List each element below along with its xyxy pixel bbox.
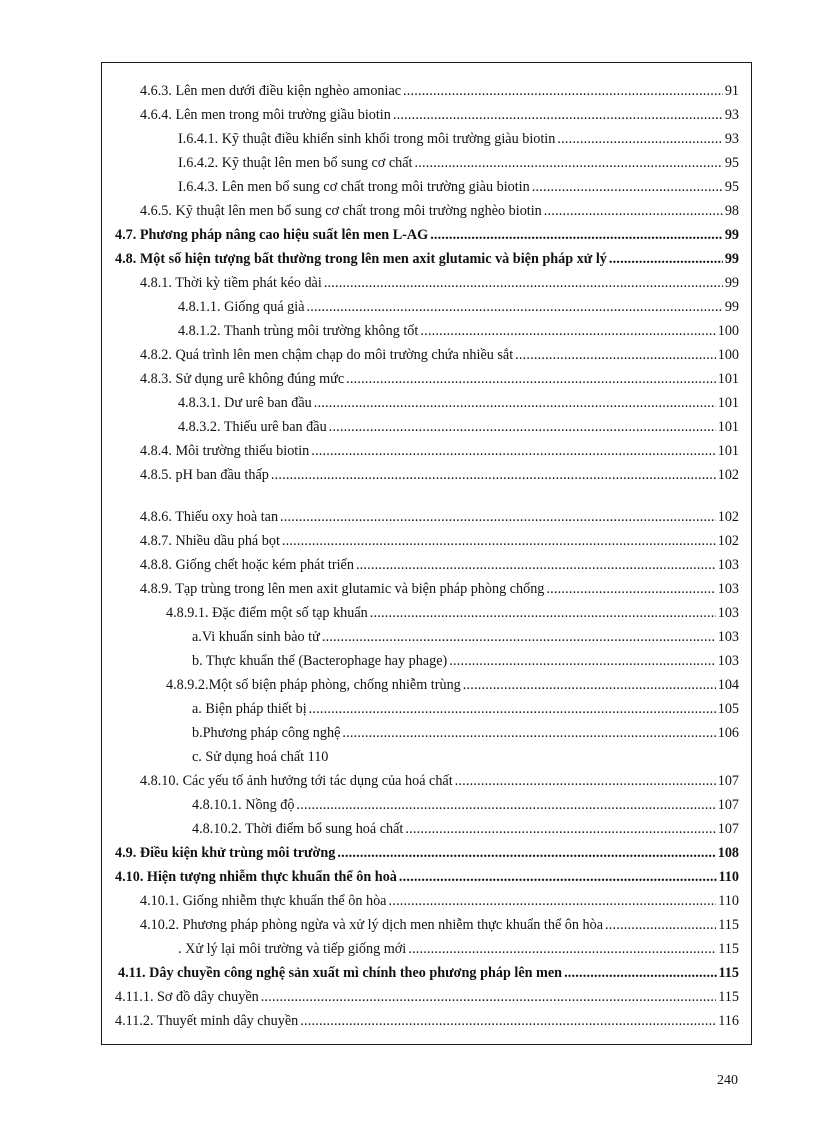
dot-leader: [544, 202, 723, 220]
toc-entry[interactable]: [118, 964, 739, 982]
toc-entry-page: 115: [718, 917, 739, 933]
toc-entry-page: 101: [717, 443, 739, 459]
toc-entry[interactable]: [140, 346, 739, 364]
toc-entry-page: 101: [717, 395, 739, 411]
toc-entry-title: 4.8.6. Thiếu oxy hoà tan: [140, 509, 279, 525]
toc-entry-title: b.Phương pháp công nghệ: [192, 725, 341, 741]
dot-leader: [463, 676, 716, 694]
toc-entry-title: 4.8.10.2. Thời điểm bổ sung hoá chất: [192, 821, 404, 837]
toc-entry[interactable]: [140, 508, 739, 526]
dot-leader: [557, 130, 722, 148]
dot-leader: [329, 418, 716, 436]
dot-leader: [370, 604, 716, 622]
toc-entry-page: 95: [724, 179, 739, 195]
dot-leader: [296, 796, 715, 814]
toc-entry-title: 4.8.3. Sử dụng urê không đúng mức: [140, 371, 345, 387]
dot-leader: [388, 892, 716, 910]
toc-entry-title: c. Sử dụng hoá chất 110: [192, 749, 329, 765]
toc-entry[interactable]: [192, 700, 739, 718]
toc-entry-title: 4.11. Dây chuyền công nghệ sản xuất mì chính theo phương pháp lên men: [118, 965, 563, 981]
toc-entry-title: 4.10. Hiện tượng nhiễm thực khuẩn thể ôn hoà: [115, 869, 397, 885]
toc-entry-title: 4.6.3. Lên men dưới điều kiện nghèo amoniac: [140, 83, 402, 99]
toc-entry[interactable]: [178, 940, 739, 958]
toc-entry-page: 98: [724, 203, 739, 219]
toc-entry-title: 4.8.7. Nhiều dầu phá bọt: [140, 533, 280, 549]
toc-entry-page: 107: [717, 797, 739, 813]
dot-leader: [261, 988, 717, 1006]
toc-entry[interactable]: [166, 676, 739, 694]
toc-entry-title: 4.6.4. Lên men trong môi trường giầu biotin: [140, 107, 391, 123]
toc-entry[interactable]: [140, 580, 739, 598]
toc-entry-page: 108: [717, 845, 739, 861]
toc-entry-title: 4.8.8. Giống chết hoặc kém phát triển: [140, 557, 354, 573]
toc-entry-page: 100: [717, 347, 739, 363]
toc-entry[interactable]: [115, 844, 739, 862]
toc-entry-page: 91: [724, 83, 739, 99]
toc-entry[interactable]: [140, 106, 739, 124]
dot-leader: [307, 298, 723, 316]
toc-entry-title: 4.7. Phương pháp nâng cao hiệu suất lên men L-AG: [115, 227, 429, 243]
toc-entry-title: a.Vi khuẩn sinh bào tử: [192, 629, 320, 645]
toc-entry-title: 4.8.9. Tạp trùng trong lên men axit glutamic và biện pháp phòng chống: [140, 581, 545, 597]
dot-leader: [282, 532, 716, 550]
toc-entry[interactable]: [178, 394, 739, 412]
toc-entry-title: a. Biện pháp thiết bị: [192, 701, 307, 717]
toc-entry[interactable]: [115, 868, 739, 886]
dot-leader: [337, 844, 715, 862]
toc-entry[interactable]: [192, 628, 739, 646]
toc-entry-page: 102: [717, 509, 739, 525]
toc-entry-title: 4.8.3.1. Dư urê ban đầu: [178, 395, 312, 411]
toc-entry-page: 110: [718, 869, 739, 885]
toc-entry[interactable]: [140, 772, 739, 790]
toc-entry-page: 102: [717, 533, 739, 549]
toc-entry-title: 4.8.1.2. Thanh trùng môi trường không tốt: [178, 323, 419, 339]
toc-entry-page: 101: [717, 419, 739, 435]
toc-entry-title: 4.8.5. pH ban đầu thấp: [140, 467, 269, 483]
toc-entry[interactable]: [140, 274, 739, 292]
toc-entry[interactable]: [166, 604, 739, 622]
dot-leader: [399, 868, 717, 886]
toc-entry-title: b. Thực khuẩn thể (Bacterophage hay phage): [192, 653, 448, 669]
toc-entry-title: I.6.4.1. Kỹ thuật điều khiển sinh khối trong môi trường giàu biotin: [178, 131, 556, 147]
toc-entry-title: 4.8.1.1. Giống quá già: [178, 299, 305, 315]
toc-entry-page: 101: [717, 371, 739, 387]
dot-leader: [408, 940, 716, 958]
toc-entry[interactable]: [178, 130, 739, 148]
dot-leader: [300, 1012, 716, 1030]
toc-entry-page: 93: [724, 131, 739, 147]
toc-entry-page: 103: [717, 629, 739, 645]
toc-entry[interactable]: [115, 1012, 739, 1030]
dot-leader: [311, 442, 715, 460]
toc-entry-page: 102: [717, 467, 739, 483]
toc-entry-page: 115: [718, 941, 739, 957]
toc-entry-title: 4.8.2. Quá trình lên men chậm chạp do môi trường chứa nhiều sắt: [140, 347, 514, 363]
toc-entry-title: 4.11.1. Sơ đồ dây chuyền: [115, 989, 259, 1005]
dot-leader: [605, 916, 716, 934]
dot-leader: [342, 724, 715, 742]
toc-entry[interactable]: [140, 442, 739, 460]
dot-leader: [564, 964, 716, 982]
dot-leader: [546, 580, 715, 598]
dot-leader: [414, 154, 722, 172]
toc-entry-page: 95: [724, 155, 739, 171]
toc-entry-title: I.6.4.3. Lên men bổ sung cơ chất trong môi trường giàu biotin: [178, 179, 530, 195]
toc-entry-title: 4.8.10.1. Nồng độ: [192, 797, 295, 813]
toc-entry-page: 106: [717, 725, 739, 741]
toc-entry-page: 115: [718, 965, 739, 981]
toc-entry-page: 93: [724, 107, 739, 123]
toc-entry[interactable]: [192, 652, 739, 670]
page-number: 240: [717, 1073, 738, 1088]
dot-leader: [515, 346, 716, 364]
dot-leader: [420, 322, 715, 340]
toc-entry[interactable]: [115, 988, 739, 1006]
toc-entry-title: 4.11.2. Thuyết minh dây chuyền: [115, 1013, 299, 1029]
toc-entry-page: 99: [724, 227, 739, 243]
toc-entry-page: 110: [718, 893, 739, 909]
toc-entry[interactable]: [140, 916, 739, 934]
toc-entry[interactable]: [140, 532, 739, 550]
toc-entry-title: I.6.4.2. Kỹ thuật lên men bổ sung cơ chất: [178, 155, 413, 171]
toc-entry[interactable]: [178, 322, 739, 340]
dot-leader: [532, 178, 723, 196]
toc-entry-title: . Xử lý lại môi trường và tiếp giống mới: [178, 941, 407, 957]
toc-entry[interactable]: [178, 298, 739, 316]
dot-leader: [322, 628, 716, 646]
toc-entry[interactable]: [178, 418, 739, 436]
toc-entry-title: 4.8. Một số hiện tượng bất thường trong lên men axit glutamic và biện pháp xử lý: [115, 251, 607, 267]
toc-entry-title: 4.9. Điều kiện khử trùng môi trường: [115, 845, 336, 861]
toc-entry-title: 4.10.1. Giống nhiễm thực khuẩn thể ôn hòa: [140, 893, 387, 909]
toc-entry-title: 4.8.10. Các yếu tố ảnh hưởng tới tác dụng của hoá chất: [140, 773, 453, 789]
toc-entry[interactable]: [178, 178, 739, 196]
toc-entry[interactable]: [192, 748, 520, 766]
toc-entry[interactable]: [178, 154, 739, 172]
toc-entry[interactable]: [140, 556, 739, 574]
toc-entry[interactable]: [140, 82, 739, 100]
toc-entry[interactable]: [192, 724, 739, 742]
dot-leader: [449, 652, 716, 670]
dot-leader: [356, 556, 716, 574]
dot-leader: [280, 508, 716, 526]
toc-entry-page: 103: [717, 581, 739, 597]
dot-leader: [309, 700, 716, 718]
toc-entry[interactable]: [140, 892, 739, 910]
toc-entry[interactable]: [140, 466, 739, 484]
toc-entry-title: 4.8.9.2.Một số biện pháp phòng, chống nhiễm trùng: [166, 677, 461, 693]
toc-entry-page: 103: [717, 557, 739, 573]
toc-entry-page: 100: [717, 323, 739, 339]
toc-entry-page: 99: [724, 275, 739, 291]
dot-leader: [346, 370, 716, 388]
toc-entry[interactable]: [115, 250, 739, 268]
toc-entry-title: 4.8.4. Môi trường thiếu biotin: [140, 443, 310, 459]
toc-entry-page: 107: [717, 821, 739, 837]
dot-leader: [609, 250, 723, 268]
toc-entry-title: 4.6.5. Kỹ thuật lên men bổ sung cơ chất trong môi trường nghèo biotin: [140, 203, 542, 219]
toc-entry[interactable]: [140, 370, 739, 388]
dot-leader: [393, 106, 723, 124]
dot-leader: [271, 466, 716, 484]
toc-entry-title: 4.10.2. Phương pháp phòng ngừa và xử lý dịch men nhiễm thực khuẩn thể ôn hòa: [140, 917, 604, 933]
dot-leader: [430, 226, 723, 244]
dot-leader: [455, 772, 716, 790]
toc-entry[interactable]: [115, 226, 739, 244]
toc-entry-title: 4.8.9.1. Đặc điểm một số tạp khuẩn: [166, 605, 368, 621]
toc-entry-page: 115: [718, 989, 739, 1005]
toc-entry-page: 99: [724, 299, 739, 315]
toc-entry-page: 105: [717, 701, 739, 717]
toc-entry-page: 99: [724, 251, 739, 267]
toc-entry[interactable]: [192, 796, 739, 814]
dot-leader: [324, 274, 723, 292]
toc-entry-page: 103: [717, 605, 739, 621]
toc-entry-title: 4.8.3.2. Thiếu urê ban đầu: [178, 419, 327, 435]
dot-leader: [314, 394, 716, 412]
toc-entry-page: 104: [717, 677, 739, 693]
toc-entry-page: 103: [717, 653, 739, 669]
toc-entry-page: 107: [717, 773, 739, 789]
dot-leader: [403, 82, 723, 100]
dot-leader: [405, 820, 715, 838]
toc-entry[interactable]: [192, 820, 739, 838]
toc-entry-title: 4.8.1. Thời kỳ tiềm phát kéo dài: [140, 275, 322, 291]
toc-entry-page: 116: [718, 1013, 739, 1029]
toc-entry[interactable]: [140, 202, 739, 220]
